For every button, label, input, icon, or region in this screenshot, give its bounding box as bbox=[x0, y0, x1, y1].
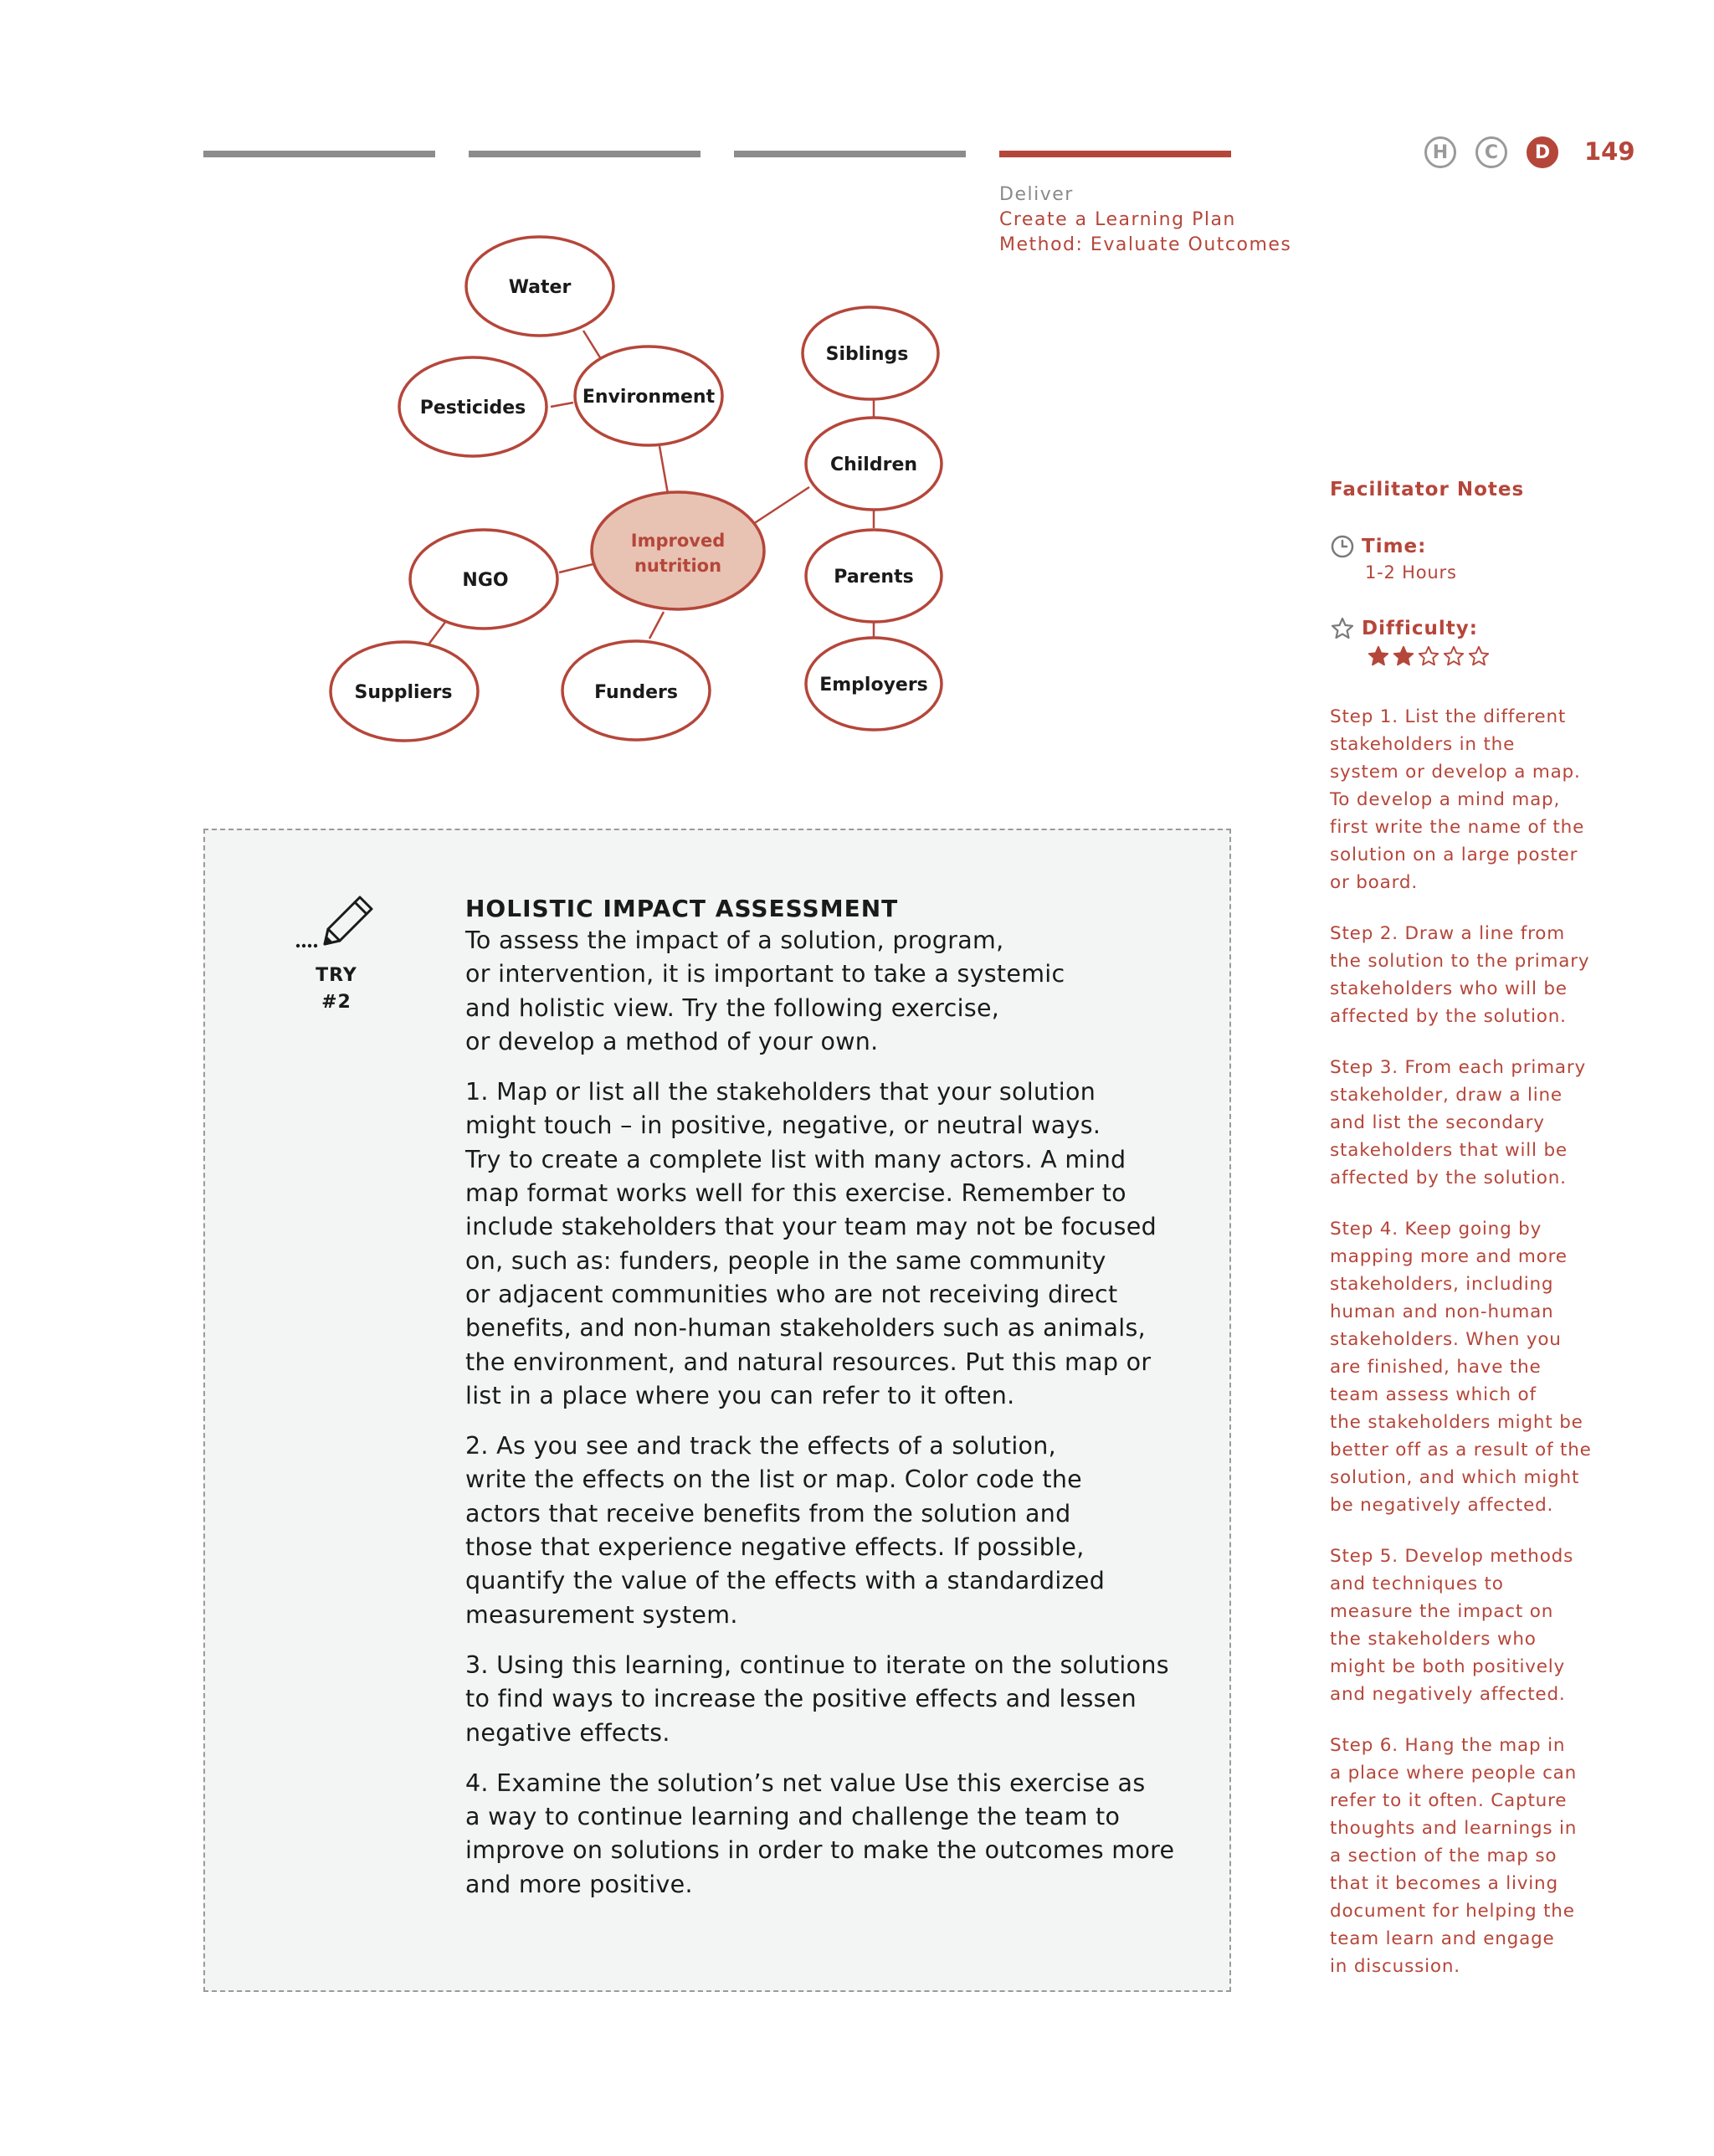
progress-segment-1 bbox=[203, 151, 435, 157]
star-filled-icon bbox=[1367, 644, 1390, 668]
star-empty-icon bbox=[1442, 644, 1465, 668]
phase-d-icon: D bbox=[1527, 136, 1558, 168]
page-number: 149 bbox=[1584, 137, 1635, 166]
clock-icon bbox=[1330, 534, 1355, 559]
node-label-siblings: Siblings bbox=[825, 344, 909, 365]
try-label-line2: #2 bbox=[321, 992, 352, 1013]
facilitator-notes bbox=[1330, 479, 1606, 2004]
facilitator-step-5: Step 5. Develop methods and techniques to measure the impact on the stakeholders who might be both positively and negatively affected. bbox=[1330, 1546, 1574, 1705]
connector-pesticides-environment bbox=[551, 403, 573, 407]
time-label: Time: bbox=[1362, 536, 1427, 557]
node-label-funders: Funders bbox=[594, 682, 678, 703]
facilitator-step-2: Step 2. Draw a line from the solution to the primary stakeholders who will be affected by the solution. bbox=[1330, 923, 1590, 1027]
pencil-icon bbox=[295, 887, 378, 954]
progress-segment-3 bbox=[734, 151, 966, 157]
node-label-pesticides: Pesticides bbox=[419, 398, 526, 418]
star-empty-icon bbox=[1417, 644, 1440, 668]
node-label-water: Water bbox=[508, 277, 572, 298]
facilitator-steps bbox=[1330, 703, 1606, 1980]
facilitator-notes-title: Facilitator Notes bbox=[1330, 479, 1525, 501]
difficulty-row bbox=[1330, 616, 1606, 641]
connector-ngo-center bbox=[559, 564, 593, 572]
progress-segment-2 bbox=[469, 151, 700, 157]
try-label-line1: TRY bbox=[316, 965, 357, 986]
difficulty-rating bbox=[1367, 644, 1606, 668]
connector-center-funders bbox=[649, 612, 664, 639]
try-step-2: 2. As you see and track the effects of a solution, write the effects on the list or map. Color code the actors that receive benefits from the solution and those that experience negative effects. If possible, quantify the value of the effects with a standardized measurement system. bbox=[465, 1432, 1106, 1629]
try-intro: To assess the impact of a solution, program, or intervention, it is important to take a systemic and holistic view. Try the following exercise, or develop a method of your own. bbox=[465, 927, 1065, 1055]
node-center-improved-nutrition bbox=[592, 492, 764, 609]
breadcrumb-section: Deliver bbox=[999, 184, 1074, 205]
connector-center-children bbox=[753, 487, 809, 524]
node-label-employers: Employers bbox=[819, 675, 928, 696]
stakeholder-mind-map bbox=[318, 226, 954, 762]
node-label-center-line1: Improved bbox=[630, 531, 726, 551]
try-step-1: 1. Map or list all the stakeholders that your solution might touch – in positive, negative, or neutral ways. Try to create a complete list with many actors. A mind map format works well for this exercise. Remember to include stakeholders that your team may not be focused on, such as: funders, people in the same community or adjacent communities who are not receiving direct benefits, and non-human stakeholders such as animals, the environment, and natural resources. Put this map or list in a place where you can refer to it often. bbox=[465, 1078, 1157, 1409]
connector-environment-center bbox=[659, 446, 668, 494]
facilitator-step-3: Step 3. From each primary stakeholder, draw a line and list the secondary stakeholders that will be affected by the solution. bbox=[1330, 1057, 1587, 1188]
phase-c-icon: C bbox=[1475, 136, 1507, 168]
breadcrumb-method: Method: Evaluate Outcomes bbox=[999, 234, 1292, 255]
node-label-environment: Environment bbox=[582, 387, 716, 408]
difficulty-label: Difficulty: bbox=[1362, 618, 1478, 639]
breadcrumb-subsection: Create a Learning Plan bbox=[999, 209, 1236, 230]
star-filled-icon bbox=[1392, 644, 1415, 668]
connector-ngo-suppliers bbox=[428, 621, 446, 644]
star-empty-icon bbox=[1467, 644, 1491, 668]
time-row bbox=[1330, 534, 1606, 559]
try-content bbox=[465, 894, 1202, 1918]
node-label-ngo: NGO bbox=[462, 570, 509, 591]
node-label-parents: Parents bbox=[834, 567, 914, 588]
try-step-3: 3. Using this learning, continue to iterate on the solutions to find ways to increase the positive effects and lessen negative effects. bbox=[465, 1650, 1169, 1747]
facilitator-step-1: Step 1. List the different stakeholders in the system or develop a map. To develop a mind map, first write the name of the solution on a large poster or board. bbox=[1330, 706, 1585, 893]
node-label-suppliers: Suppliers bbox=[354, 682, 453, 703]
facilitator-step-6: Step 6. Hang the map in a place where people can refer to it often. Capture thoughts and learnings in a section of the map so that it becomes a living document for helping the team learn and engage in discussion. bbox=[1330, 1735, 1578, 1977]
phase-h-icon: H bbox=[1424, 136, 1456, 168]
try-heading: HOLISTIC IMPACT ASSESSMENT bbox=[465, 895, 899, 922]
try-label bbox=[295, 963, 378, 1016]
star-outline-icon bbox=[1330, 616, 1355, 641]
node-label-center-line2: nutrition bbox=[634, 556, 722, 576]
time-value: 1-2 Hours bbox=[1365, 562, 1457, 583]
node-label-children: Children bbox=[829, 454, 918, 475]
breadcrumb bbox=[999, 182, 1291, 258]
facilitator-step-4: Step 4. Keep going by mapping more and more stakeholders, including human and non-human stakeholders. When you are finished, have the team assess which of the stakeholders might be better off as a result of the solution, and which might be negatively affected. bbox=[1330, 1219, 1592, 1516]
try-step-4: 4. Examine the solution’s net value Use this exercise as a way to continue learning and challenge the team to improve on solutions in order to make the outcomes more and more positive. bbox=[465, 1768, 1175, 1898]
progress-segment-4-active bbox=[999, 151, 1231, 157]
connector-water-environment bbox=[583, 331, 603, 362]
